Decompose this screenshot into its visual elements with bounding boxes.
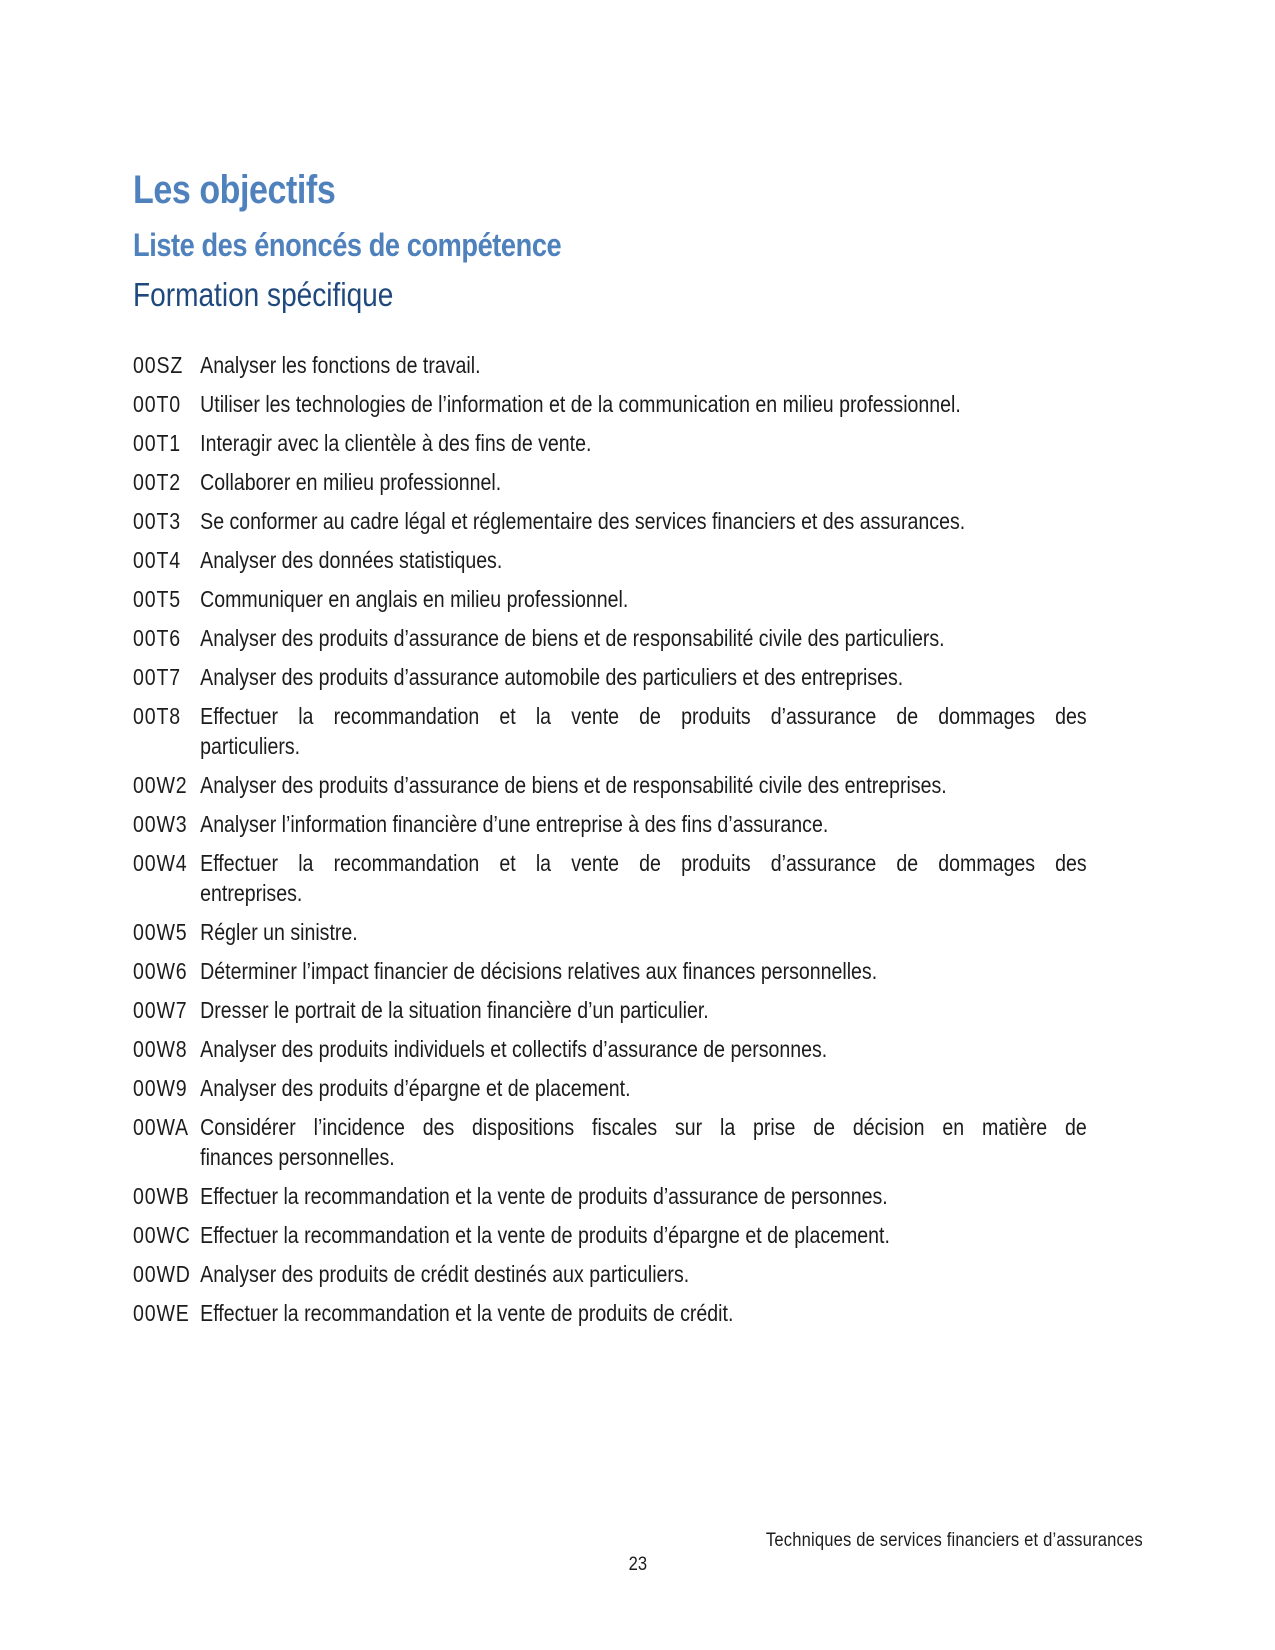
- competency-statement: [200, 956, 1087, 986]
- competency-text-line: Dresser le portrait de la situation financière d’un particulier.: [200, 997, 709, 1023]
- page-number: 23: [628, 1553, 648, 1575]
- competency-text-line: Analyser des produits d’épargne et de placement.: [200, 1075, 631, 1101]
- competency-code: 00T8: [133, 703, 181, 729]
- competency-statement: [200, 428, 1087, 458]
- competency-statement: [200, 1259, 1087, 1289]
- competency-text-line: Analyser l’information financière d’une entreprise à des fins d’assurance.: [200, 811, 829, 837]
- competency-code: 00W7: [133, 997, 188, 1023]
- competency-statement: [200, 467, 1087, 497]
- page-content: [133, 0, 1143, 1650]
- competency-text-line: Considérer l’incidence des dispositions fiscales sur la prise de décision en matière de: [200, 1114, 1087, 1140]
- competency-code: 00T4: [133, 547, 181, 573]
- competency-item: [133, 809, 1087, 839]
- competency-text-line: Analyser des produits d’assurance automobile des particuliers et des entreprises.: [200, 664, 904, 690]
- competency-statement: [200, 623, 1087, 653]
- competency-statement: [200, 1181, 1087, 1211]
- competency-statement: [200, 995, 1087, 1025]
- competency-statement: [200, 1112, 1087, 1172]
- competency-statement: [200, 1298, 1087, 1328]
- competency-item: [133, 995, 1087, 1025]
- competency-item: [133, 584, 1087, 614]
- competency-text-line: Effectuer la recommandation et la vente de produits d’assurance de dommages des: [200, 850, 1087, 876]
- competency-code: 00WD: [133, 1261, 191, 1287]
- competency-code: 00WE: [133, 1300, 190, 1326]
- competency-text-line: Effectuer la recommandation et la vente de produits d’épargne et de placement.: [200, 1222, 890, 1248]
- competency-item: [133, 770, 1087, 800]
- competency-item: [133, 350, 1087, 380]
- competency-item: [133, 506, 1087, 536]
- competency-code: 00WC: [133, 1222, 191, 1248]
- competency-text-line: Analyser des produits individuels et collectifs d’assurance de personnes.: [200, 1036, 828, 1062]
- competency-item: [133, 1073, 1087, 1103]
- competency-item: [133, 956, 1087, 986]
- competency-code: 00T6: [133, 625, 181, 651]
- section-heading: Formation spécifique: [133, 276, 394, 313]
- competency-code: 00SZ: [133, 352, 184, 378]
- competency-statement: [200, 809, 1087, 839]
- competency-statement: [200, 1220, 1087, 1250]
- competency-code: 00W4: [133, 850, 188, 876]
- competency-code: 00W5: [133, 919, 188, 945]
- competency-item: [133, 1220, 1087, 1250]
- competency-code: 00T0: [133, 391, 181, 417]
- competency-item: [133, 848, 1087, 908]
- competency-text-line: Communiquer en anglais en milieu professionnel.: [200, 586, 629, 612]
- competency-code: 00W9: [133, 1075, 188, 1101]
- competency-list: [133, 350, 1087, 1337]
- competency-code: 00T1: [133, 430, 181, 456]
- page-subtitle: Liste des énoncés de compétence: [133, 227, 562, 263]
- competency-text-line: Collaborer en milieu professionnel.: [200, 469, 502, 495]
- competency-statement: [200, 1073, 1087, 1103]
- competency-text-line: Effectuer la recommandation et la vente de produits de crédit.: [200, 1300, 734, 1326]
- competency-item: [133, 467, 1087, 497]
- competency-statement: [200, 917, 1087, 947]
- competency-statement: [200, 701, 1087, 761]
- competency-item: [133, 428, 1087, 458]
- competency-code: 00W2: [133, 772, 188, 798]
- competency-statement: [200, 545, 1087, 575]
- competency-code: 00T5: [133, 586, 181, 612]
- competency-item: [133, 545, 1087, 575]
- competency-statement: [200, 1034, 1087, 1064]
- competency-code: 00W6: [133, 958, 188, 984]
- page-title: Les objectifs: [133, 168, 336, 212]
- competency-text-line: Se conformer au cadre légal et réglementaire des services financiers et des assurances.: [200, 508, 966, 534]
- competency-text-line: Utiliser les technologies de l’information et de la communication en milieu professionnel.: [200, 391, 961, 417]
- competency-statement: [200, 662, 1087, 692]
- competency-text-line: Analyser des produits d’assurance de biens et de responsabilité civile des particuliers.: [200, 625, 945, 651]
- competency-statement: [200, 584, 1087, 614]
- competency-item: [133, 389, 1087, 419]
- competency-text-line: Analyser les fonctions de travail.: [200, 352, 481, 378]
- competency-text-line: Analyser des produits d’assurance de biens et de responsabilité civile des entreprises.: [200, 772, 947, 798]
- competency-code: 00T3: [133, 508, 181, 534]
- competency-text-line: finances personnelles.: [200, 1144, 395, 1170]
- competency-statement: [200, 506, 1087, 536]
- competency-item: [133, 917, 1087, 947]
- competency-statement: [200, 389, 1087, 419]
- competency-code: 00T7: [133, 664, 181, 690]
- competency-statement: [200, 770, 1087, 800]
- competency-text-line: Interagir avec la clientèle à des fins de vente.: [200, 430, 592, 456]
- competency-text-line: Effectuer la recommandation et la vente de produits d’assurance de personnes.: [200, 1183, 888, 1209]
- footer-document-title: Techniques de services financiers et d’assurances: [765, 1529, 1143, 1551]
- competency-item: [133, 1259, 1087, 1289]
- competency-code: 00T2: [133, 469, 181, 495]
- competency-statement: [200, 350, 1087, 380]
- competency-text-line: Régler un sinistre.: [200, 919, 358, 945]
- competency-text-line: Effectuer la recommandation et la vente de produits d’assurance de dommages des: [200, 703, 1087, 729]
- competency-item: [133, 623, 1087, 653]
- competency-statement: [200, 848, 1087, 908]
- competency-code: 00WA: [133, 1114, 189, 1140]
- competency-item: [133, 701, 1087, 761]
- competency-code: 00W3: [133, 811, 188, 837]
- competency-item: [133, 1181, 1087, 1211]
- competency-text-line: particuliers.: [200, 733, 301, 759]
- competency-item: [133, 662, 1087, 692]
- competency-text-line: Déterminer l’impact financier de décisions relatives aux finances personnelles.: [200, 958, 878, 984]
- competency-text-line: Analyser des données statistiques.: [200, 547, 503, 573]
- competency-item: [133, 1298, 1087, 1328]
- competency-item: [133, 1034, 1087, 1064]
- competency-code: 00W8: [133, 1036, 188, 1062]
- competency-text-line: Analyser des produits de crédit destinés aux particuliers.: [200, 1261, 690, 1287]
- competency-text-line: entreprises.: [200, 880, 303, 906]
- competency-item: [133, 1112, 1087, 1172]
- competency-code: 00WB: [133, 1183, 190, 1209]
